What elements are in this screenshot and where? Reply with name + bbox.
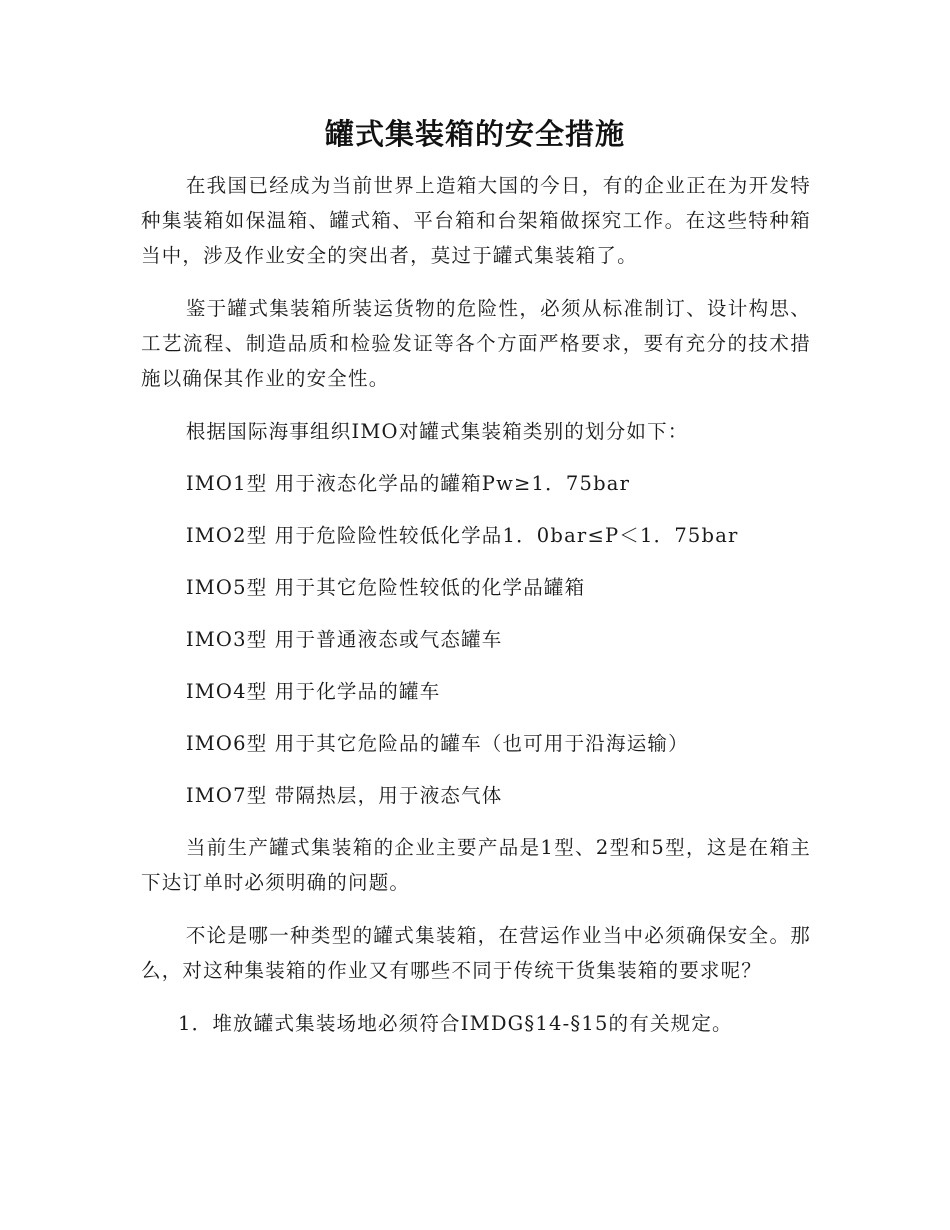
type-item: IMO6型 用于其它危险品的罐车（也可用于沿海运输） xyxy=(185,732,689,755)
type-item: IMO7型 带隔热层，用于液态气体 xyxy=(185,784,503,807)
paragraph-intro: 在我国已经成为当前世界上造箱大国的今日，有的企业正在为开发特种集装箱如保温箱、罐式箱、平台箱和台架箱做探究工作。在这些特种箱当中，涉及作业安全的突出者，莫过于罐式集装箱了。 xyxy=(141,174,811,267)
paragraph-products: 当前生产罐式集装箱的企业主要产品是1型、2型和5型，这是在箱主下达订单时必须明确的问题。 xyxy=(141,836,811,894)
document-title: 罐式集装箱的安全措施 xyxy=(324,117,625,151)
type-item: IMO4型 用于化学品的罐车 xyxy=(185,680,441,703)
document-body xyxy=(141,168,811,1058)
type-item: IMO2型 用于危险险性较低化学品1．0bar≤P＜1．75bar xyxy=(185,524,739,547)
type-item: IMO5型 用于其它危险性较低的化学品罐箱 xyxy=(185,576,586,599)
paragraph-question: 不论是哪一种类型的罐式集装箱，在营运作业当中必须确保安全。那么，对这种集装箱的作业又有哪些不同于传统干货集装箱的要求呢？ xyxy=(141,924,811,982)
type-item: IMO1型 用于液态化学品的罐箱Pw≥1．75bar xyxy=(185,472,631,495)
paragraph-safety: 鉴于罐式集装箱所装运货物的危险性，必须从标准制订、设计构思、工艺流程、制造品质和检验发证等各个方面严格要求，要有充分的技术措施以确保其作业的安全性。 xyxy=(141,297,811,390)
classification-intro: 根据国际海事组织IMO对罐式集装箱类别的划分如下： xyxy=(185,420,689,443)
numbered-item: 1．堆放罐式集装场地必须符合IMDG§14-§15的有关规定。 xyxy=(178,1012,733,1035)
type-item: IMO3型 用于普通液态或气态罐车 xyxy=(185,628,503,651)
